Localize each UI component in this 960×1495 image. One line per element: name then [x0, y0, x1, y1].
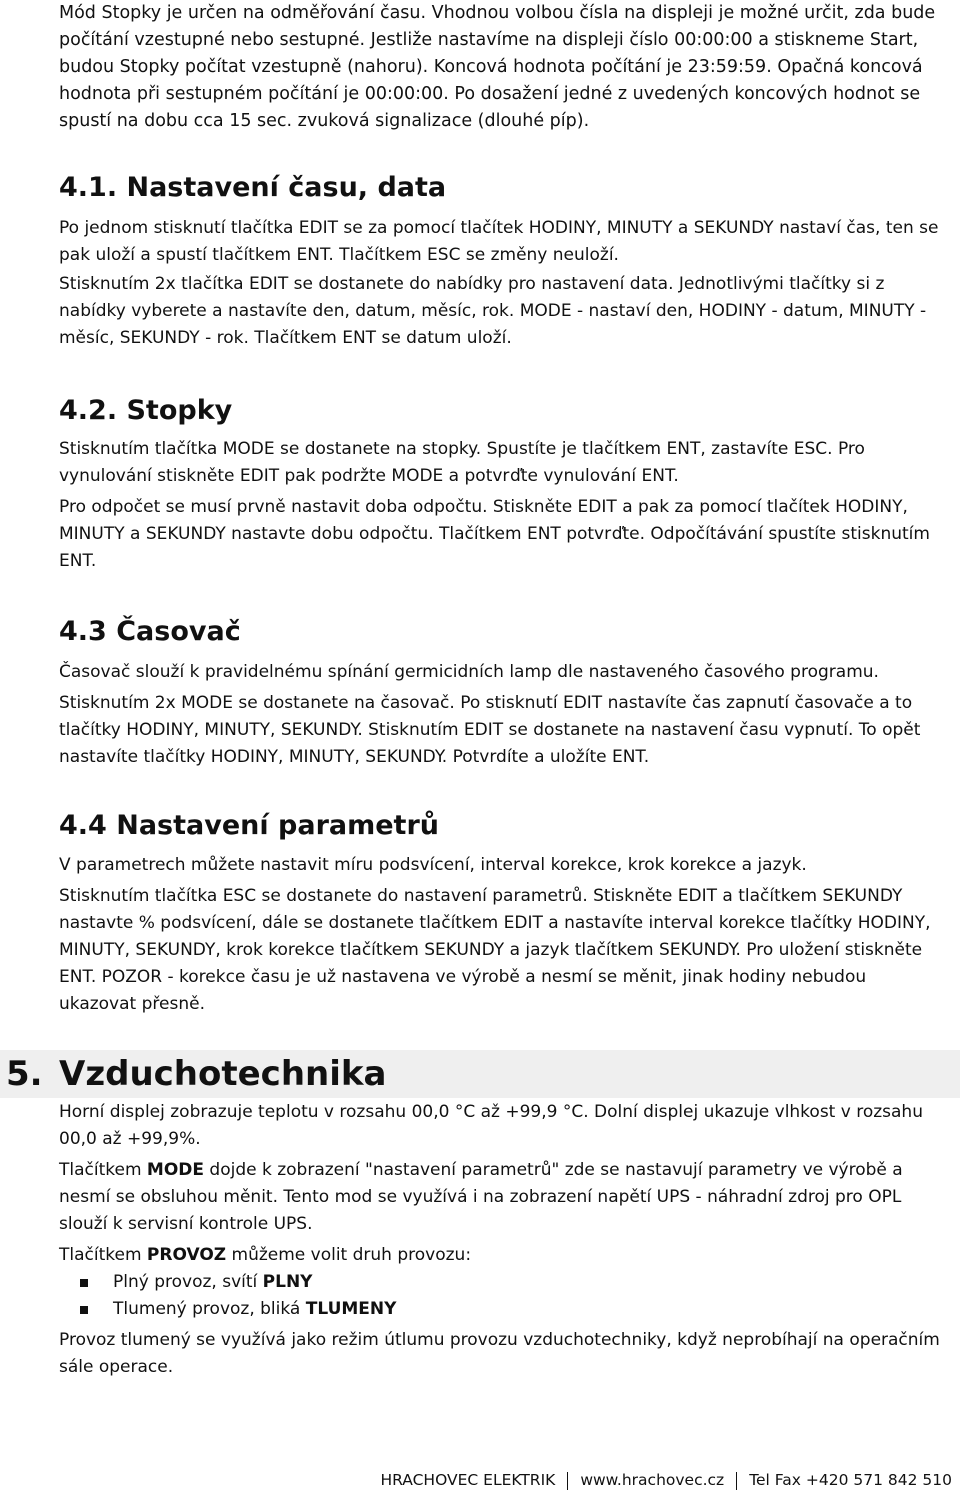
list-item: [59, 1296, 946, 1323]
section-4-3-paragraph-1: Časovač slouží k pravidelnému spínání germicidních lamp dle nastaveného časového programu.: [59, 662, 879, 682]
footer-separator: [567, 1472, 568, 1490]
section-4-4-title: 4.4 Nastavení parametrů: [59, 810, 440, 841]
provoz-mode-list: [59, 1269, 946, 1323]
footer-separator: [736, 1472, 737, 1490]
text-run: Tlačítkem: [59, 1245, 147, 1265]
section-4-1-body: [59, 215, 946, 356]
text-run: Tlačítkem: [59, 1160, 147, 1180]
section-4-3-body: [59, 659, 946, 775]
section-4-1-paragraph-1: Po jednom stisknutí tlačítka EDIT se za pomocí tlačítek HODINY, MINUTY a SEKUNDY nastaví čas, ten se pak uloží a spustí tlačítkem ENT. Tlačítkem ESC se změny neuloží.: [59, 218, 939, 265]
list-item: [59, 1269, 946, 1296]
list-item-text: Tlumený provoz, bliká: [113, 1299, 306, 1319]
section-4-3-title: 4.3 Časovač: [59, 616, 241, 647]
chapter-5-paragraph-3: [59, 1242, 946, 1269]
list-item-keyword: TLUMENY: [305, 1299, 397, 1319]
chapter-5-paragraph-4: Provoz tlumený se využívá jako režim útlumu provozu vzduchotechniky, když neprobíhají na operačním sále operace.: [59, 1330, 940, 1377]
section-4-4-paragraph-2: Stisknutím tlačítka ESC se dostanete do nastavení parametrů. Stiskněte EDIT a tlačítkem SEKUNDY nastavte % podsvícení, dále se dostanete tlačítkem EDIT a nastavíte interval korekce tlačítky HODINY, MINUTY, SEKUNDY, krok korekce tlačítkem SEKUNDY a jazyk tlačítkem SEKUNDY. Pro uložení stiskněte ENT. POZOR - korekce času je už nastavena ve výrobě a nesmí se měnit, jinak hodiny nebudou ukazovat přesně.: [59, 886, 931, 1014]
footer-phone: Tel Fax +420 571 842 510: [749, 1471, 952, 1489]
provoz-keyword: PROVOZ: [146, 1245, 227, 1265]
footer-web: www.hrachovec.cz: [580, 1471, 725, 1489]
chapter-5-number: 5.: [6, 1054, 43, 1094]
chapter-5-paragraph-1: Horní displej zobrazuje teplotu v rozsahu 00,0 °C až +99,9 °C. Dolní displej ukazuje vlhkost v rozsahu 00,0 až +99,9%.: [59, 1102, 923, 1149]
list-item-keyword: PLNY: [262, 1272, 313, 1292]
chapter-5-paragraph-2: [59, 1157, 946, 1238]
section-4-3-paragraph-2: Stisknutím 2x MODE se dostanete na časovač. Po stisknutí EDIT nastavíte čas zapnutí časovače a to tlačítky HODINY, MINUTY, SEKUNDY. Stisknutím EDIT se dostanete na nastavení času vypnutí. To opět nastavíte tlačítky HODINY, MINUTY, SEKUNDY. Potvrdíte a uložíte ENT.: [59, 693, 921, 767]
section-4-4-body: [59, 852, 946, 1022]
text-run: dojde k zobrazení "nastavení parametrů" zde se nastavují parametry ve výrobě a nesmí se obsluhou měnit. Tento mod se využívá i na zobrazení napětí UPS - náhradní zdroj pro OPL slouží k servisní kontrole UPS.: [59, 1160, 903, 1234]
page-footer: [380, 1470, 952, 1490]
chapter-5-body: [59, 1099, 946, 1385]
section-4-4-paragraph-1: V parametrech můžete nastavit míru podsvícení, interval korekce, krok korekce a jazyk.: [59, 855, 807, 875]
section-4-2-body: [59, 436, 946, 579]
intro-section: [59, 0, 950, 135]
section-4-2-paragraph-2: Pro odpočet se musí prvně nastavit doba odpočtu. Stiskněte EDIT a pak za pomocí tlačítek HODINY, MINUTY a SEKUNDY nastavte dobu odpočtu. Tlačítkem ENT potvrďte. Odpočítávání spustíte stisknutím ENT.: [59, 497, 930, 571]
chapter-5-heading: [0, 1050, 960, 1098]
section-4-2-paragraph-1: Stisknutím tlačítka MODE se dostanete na stopky. Spustíte je tlačítkem ENT, zastavíte ESC. Pro vynulování stiskněte EDIT pak podržte MODE a potvrďte vynulování ENT.: [59, 439, 865, 486]
footer-company: HRACHOVEC ELEKTRIK: [380, 1471, 556, 1489]
list-item-text: Plný provoz, svítí: [113, 1272, 263, 1292]
section-4-1-paragraph-2: Stisknutím 2x tlačítka EDIT se dostanete do nabídky pro nastavení data. Jednotlivými tlačítky si z nabídky vyberete a nastavíte den, datum, měsíc, rok. MODE - nastaví den, HODINY - datum, MINUTY - měsíc, SEKUNDY - rok. Tlačítkem ENT se datum uloží.: [59, 274, 927, 348]
section-4-1-title: 4.1. Nastavení času, data: [59, 172, 447, 203]
intro-paragraph: Mód Stopky je určen na odměřování času. Vhodnou volbou čísla na displeji je možné určit, zda bude počítání vzestupné nebo sestupné. Jestliže nastavíme na displeji číslo 00:00:00 a stiskneme Start, budou Stopky počítat vzestupně (nahoru). Koncová hodnota počítání je 23:59:59. Opačná koncová hodnota při sestupném počítání je 00:00:00. Po dosažení jedné z uvedených koncových hodnot se spustí na dobu cca 15 sec. zvuková signalizace (dlouhé píp).: [59, 3, 936, 131]
section-4-2-title: 4.2. Stopky: [59, 395, 233, 426]
text-run: můžeme volit druh provozu:: [226, 1245, 472, 1265]
chapter-5-title: Vzduchotechnika: [59, 1054, 387, 1094]
mode-keyword: MODE: [146, 1160, 205, 1180]
